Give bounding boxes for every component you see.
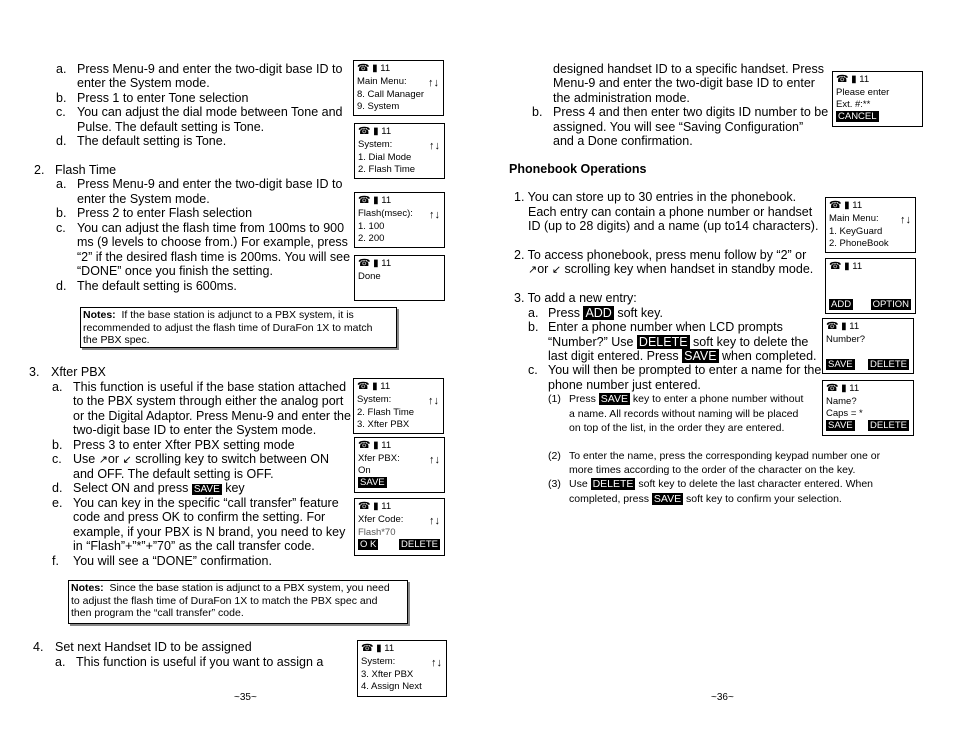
list-item-marker: a.	[528, 306, 539, 320]
phone-icon: ☎	[358, 440, 371, 451]
list-item-text: in “Flash”+”*”+”70” as the call transfer code.	[73, 539, 315, 553]
list-item-marker: b.	[52, 438, 63, 452]
list-item-text: the administration mode.	[553, 91, 690, 105]
note-text: the PBX spec.	[83, 334, 150, 346]
list-item-text: last digit entered. Press SAVE when completed.	[548, 349, 817, 363]
phone-icon: ☎	[358, 501, 371, 512]
list-item-marker: a.	[55, 655, 66, 669]
list-item-marker: c.	[52, 452, 62, 466]
delete-soft-key[interactable]: DELETE	[870, 420, 907, 431]
lcd-display: ☎ ▮ 11 Done	[354, 255, 445, 301]
sub-item-text: Press SAVE key to enter a phone number without	[569, 393, 804, 405]
sub-item-marker: (2)	[548, 450, 561, 462]
scroll-up-key-icon: ↗	[528, 264, 538, 276]
list-item-marker: b.	[532, 105, 543, 119]
lcd-display: ☎ ▮ 11 Number? SAVE DELETE	[822, 318, 914, 374]
section-number: 3.	[29, 365, 40, 379]
list-item-text: example, if your PBX is N brand, you need to key	[73, 525, 346, 539]
list-item-text: “DONE” once you finish the setting.	[77, 264, 273, 278]
battery-icon: ▮	[373, 440, 379, 451]
battery-icon: ▮	[373, 126, 379, 137]
list-item-text: You can key in the specific “call transfer” feature	[73, 496, 339, 510]
save-soft-key: SAVE	[600, 393, 628, 405]
list-item-marker: b.	[56, 206, 67, 220]
phone-icon: ☎	[357, 63, 370, 74]
phone-icon: ☎	[826, 321, 839, 332]
sub-item-text: Use DELETE soft key to delete the last character entered. When	[569, 478, 874, 490]
battery-icon: ▮	[376, 643, 382, 654]
list-item-text: You will see a “DONE” confirmation.	[73, 554, 272, 568]
lcd-display: ☎ ▮ 11 Flash(msec): ↑↓ 1. 100 2. 200	[354, 192, 445, 248]
battery-icon: ▮	[373, 501, 379, 512]
list-item-marker: c.	[56, 105, 66, 119]
list-item-marker: a.	[56, 177, 67, 191]
lcd-display: ☎ ▮ 11 Name? Caps = * SAVE DELETE	[822, 380, 914, 436]
list-item-marker: f.	[52, 554, 59, 568]
list-item-marker: d.	[52, 481, 63, 495]
lcd-display: ☎ ▮ 11 ADD OPTION	[825, 258, 916, 314]
save-soft-key[interactable]: SAVE	[360, 477, 385, 488]
list-item-text: Enter a phone number when LCD prompts	[548, 320, 783, 334]
list-item-text: designed handset ID to a specific handset. Press	[553, 62, 824, 76]
cancel-soft-key[interactable]: CANCEL	[838, 111, 877, 122]
note-text: to adjust the flash time of DuraFon 1X to match the PBX spec and	[71, 594, 378, 607]
delete-soft-key: DELETE	[638, 335, 688, 349]
list-item-text: “2” if the desired flash time is 200ms. You will see	[77, 250, 351, 264]
lcd-display: ☎ ▮ 11 Xfer PBX: ↑↓ On SAVE	[354, 437, 445, 493]
list-item-text: Menu-9 and enter the two-digit base ID to enter	[553, 76, 815, 90]
list-item-text: phone number just entered.	[548, 378, 701, 392]
scroll-down-key-icon: ↙	[122, 454, 132, 466]
note-text: recommended to adjust the flash time of DuraFon 1X to match	[83, 321, 373, 334]
battery-icon: ▮	[372, 63, 378, 74]
save-soft-key: SAVE	[653, 493, 682, 505]
note-text: then program the “call transfer” code.	[71, 607, 244, 619]
sub-item-text: a name. All records without naming will be placed	[569, 408, 799, 420]
note-label: Notes:	[71, 582, 104, 594]
section-title: Set next Handset ID to be assigned	[55, 640, 252, 654]
phone-icon: ☎	[836, 74, 849, 85]
battery-icon: ▮	[844, 261, 850, 272]
sub-item-marker: (3)	[548, 478, 561, 490]
add-soft-key[interactable]: ADD	[831, 299, 852, 310]
list-item-marker: b.	[528, 320, 539, 334]
battery-icon: ▮	[373, 258, 379, 269]
option-soft-key[interactable]: OPTION	[872, 299, 909, 310]
up-down-arrows-icon: ↑↓	[429, 140, 440, 152]
paragraph-line: 1. You can store up to 30 entries in the phonebook.	[514, 190, 797, 204]
list-item-text: You will then be prompted to enter a name for the	[548, 363, 822, 377]
up-down-arrows-icon: ↑↓	[428, 77, 439, 89]
scroll-down-key-icon: ↙	[551, 264, 562, 276]
save-soft-key[interactable]: SAVE	[828, 359, 853, 370]
list-item-text: You can adjust the flash time from 100ms to 900	[77, 221, 345, 235]
up-down-arrows-icon: ↑↓	[431, 657, 442, 669]
phone-icon: ☎	[358, 258, 371, 269]
list-item-text: code and press OK to confirm the setting. For	[73, 510, 326, 524]
page-number: ~35~	[234, 692, 257, 703]
section-number: 4.	[33, 640, 44, 654]
delete-soft-key: DELETE	[592, 478, 634, 490]
up-down-arrows-icon: ↑↓	[429, 515, 440, 527]
list-item-text: Press Menu-9 and enter the two-digit base ID to	[77, 177, 343, 191]
lcd-display: ☎ ▮ 11 Main Menu: ↑↓ 1. KeyGuard 2. PhoneBook	[825, 197, 916, 253]
paragraph-line: ↗or ↙ scrolling key when handset in standby mode.	[528, 262, 814, 276]
delete-soft-key[interactable]: DELETE	[870, 359, 907, 370]
phone-icon: ☎	[358, 195, 371, 206]
list-item-text: This function is useful if you want to assign a	[76, 655, 324, 669]
list-item-text: enter the System mode.	[77, 76, 210, 90]
phone-icon: ☎	[829, 200, 842, 211]
sub-item-text: more times according to the order of the character on the key.	[569, 464, 856, 476]
up-down-arrows-icon: ↑↓	[429, 209, 440, 221]
note-box	[80, 307, 397, 348]
phone-icon: ☎	[826, 383, 839, 394]
list-item-text: Use ↗or ↙ scrolling key to switch between ON	[73, 452, 330, 466]
sub-item-text: To enter the name, press the corresponding keypad number one or	[569, 450, 881, 462]
up-down-arrows-icon: ↑↓	[428, 395, 439, 407]
sub-item-text: completed, press SAVE soft key to confirm your selection.	[569, 493, 842, 505]
list-item-text: Press ADD soft key.	[548, 306, 663, 320]
list-item-marker: a.	[52, 380, 63, 394]
lcd-display: ☎ ▮ 11 System: ↑↓ 3. Xfter PBX 4. Assign Next	[357, 640, 447, 697]
up-down-arrows-icon: ↑↓	[900, 214, 911, 226]
battery-icon: ▮	[841, 383, 847, 394]
list-item-text: Press 4 and then enter two digits ID number to be	[553, 105, 829, 119]
save-soft-key[interactable]: SAVE	[828, 420, 853, 431]
list-item-text: ms (9 levels to choose from.) For example, press	[77, 235, 348, 249]
lcd-display: ☎ ▮ 11 System: ↑↓ 2. Flash Time 3. Xfter PBX	[353, 378, 444, 434]
list-item-text: and a Done confirmation.	[553, 134, 693, 148]
paragraph-line: 3. To add a new entry:	[514, 291, 637, 305]
note-box	[68, 580, 408, 624]
list-item-text: enter the System mode.	[77, 192, 210, 206]
phone-icon: ☎	[358, 126, 371, 137]
list-item-marker: d.	[56, 279, 67, 293]
section-title: Flash Time	[55, 163, 117, 177]
note-label: Notes:	[83, 309, 116, 321]
lcd-display: ☎ ▮ 11 System: ↑↓ 1. Dial Mode 2. Flash Time	[354, 123, 445, 179]
list-item-text: You can adjust the dial mode between Tone and	[77, 105, 343, 119]
list-item-marker: b.	[56, 91, 67, 105]
phone-icon: ☎	[357, 381, 370, 392]
battery-icon: ▮	[841, 321, 847, 332]
list-item-text: “Number?” Use DELETE soft key to delete the	[548, 335, 809, 349]
list-item-text: two-digit base ID to enter the System mode.	[73, 423, 317, 437]
list-item-text: or the Digital Adaptor. Press Menu-9 and enter the	[73, 409, 351, 423]
list-item-text: Press Menu-9 and enter the two-digit base ID to	[77, 62, 343, 76]
page-number: ~36~	[711, 692, 734, 703]
list-item-text: assigned. You will see “Saving Configuration”	[553, 120, 804, 134]
lcd-display: ☎ ▮ 11 Please enter Ext. #:** CANCEL	[832, 71, 923, 127]
list-item: a.	[56, 62, 67, 76]
list-item-text: Press 1 to enter Tone selection	[77, 91, 249, 105]
list-item-text: Press 3 to enter Xfter PBX setting mode	[73, 438, 295, 452]
battery-icon: ▮	[851, 74, 857, 85]
save-soft-key: SAVE	[193, 484, 220, 495]
paragraph-line: ID (up to 28 digits) and a name (up to14 characters).	[528, 219, 819, 233]
section-number: 2.	[34, 163, 45, 177]
list-item-text: The default setting is 600ms.	[77, 279, 237, 293]
paragraph-line: Each entry can contain a phone number or handset	[528, 205, 813, 219]
sub-item-marker: (1)	[548, 393, 561, 405]
battery-icon: ▮	[372, 381, 378, 392]
ok-soft-key[interactable]: O K	[360, 539, 377, 550]
note-text: If the base station is adjunct to a PBX system, it is	[121, 309, 354, 321]
lcd-display: ☎ ▮ 11 Xfer Code: ↑↓ Flash*70 O K DELETE	[354, 498, 445, 556]
battery-icon: ▮	[844, 200, 850, 211]
battery-icon: ▮	[373, 195, 379, 206]
list-item-text: This function is useful if the base station attached	[73, 380, 347, 394]
lcd-display: ☎ ▮ 11 Main Menu: ↑↓ 8. Call Manager 9. System	[353, 60, 444, 116]
list-item-text: Press 2 to enter Flash selection	[77, 206, 253, 220]
phone-icon: ☎	[829, 261, 842, 272]
delete-soft-key[interactable]: DELETE	[401, 539, 438, 550]
note-text: Since the base station is adjunct to a PBX system, you need	[109, 582, 390, 594]
list-item-marker: d.	[56, 134, 67, 148]
list-item-text: and OFF. The default setting is OFF.	[73, 467, 274, 481]
save-soft-key: SAVE	[684, 349, 717, 363]
phone-icon: ☎	[361, 643, 374, 654]
list-item-marker: e.	[52, 496, 63, 510]
section-title: Xfter PBX	[51, 365, 106, 379]
add-soft-key: ADD	[585, 306, 612, 320]
list-item-text: Select ON and press SAVE key	[73, 481, 245, 495]
section-heading: Phonebook Operations	[509, 162, 647, 176]
list-item-text: The default setting is Tone.	[77, 134, 227, 148]
list-item-marker: c.	[528, 363, 538, 377]
sub-item-text: on top of the list, in the order they are entered.	[569, 422, 785, 434]
paragraph-line: 2. To access phonebook, press menu follow by “2” or	[514, 248, 807, 262]
list-item-text: to the PBX system through either the analog port	[73, 394, 344, 408]
up-down-arrows-icon: ↑↓	[429, 454, 440, 466]
list-item-text: Pulse. The default setting is Tone.	[77, 120, 265, 134]
scroll-up-key-icon: ↗	[98, 454, 108, 466]
list-item-marker: c.	[56, 221, 66, 235]
